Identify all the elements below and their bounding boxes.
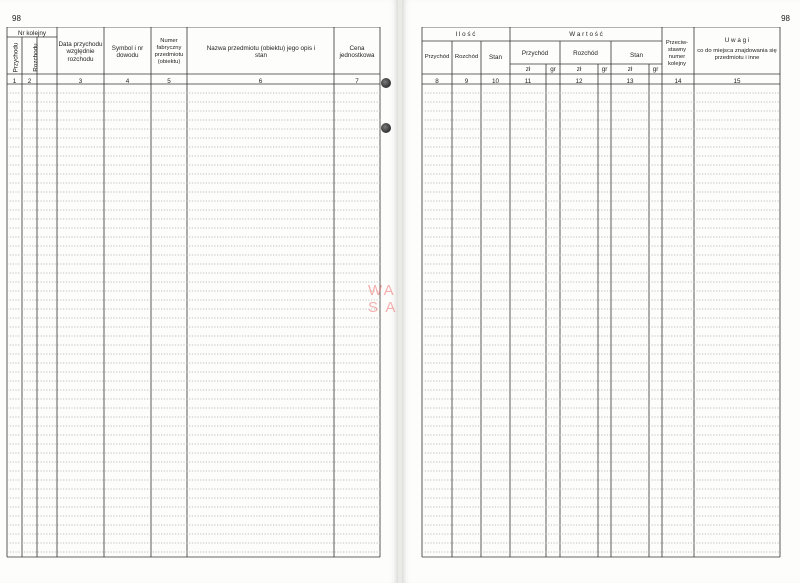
col-num-8: 8 [435, 78, 439, 85]
col-num-5: 5 [167, 78, 171, 85]
col-num-15: 15 [733, 78, 741, 85]
col-num-1: 1 [12, 78, 17, 85]
col-num-2: 2 [27, 78, 32, 85]
zl-przychod: zł [525, 66, 531, 73]
right-page [402, 0, 800, 583]
left-page [0, 0, 398, 583]
right-page-number: 98 [781, 14, 790, 23]
col-num-7: 7 [355, 78, 359, 85]
left-page-number: 98 [12, 14, 21, 23]
col-num-6: 6 [258, 78, 263, 85]
right-ledger-table [402, 27, 800, 583]
right-ledger-grid [402, 27, 800, 583]
gr-przychod: gr [550, 66, 556, 73]
header-przychodu: Przychodu [12, 42, 20, 73]
header-wartosc: W a r t o ś ć [569, 31, 603, 39]
binder-hole-top [381, 78, 391, 88]
header-wart-przychod: Przychód [521, 50, 549, 58]
binder-hole-bottom [381, 123, 391, 133]
left-ledger-table [0, 27, 398, 583]
header-rozchodu: Rozchodu [32, 43, 40, 72]
header-nr-kolejny: Nr kolejny [18, 29, 46, 37]
col-num-10: 10 [491, 78, 499, 85]
header-ilosc-stan: Stan [489, 54, 502, 62]
header-data: Data przychodu względnie rozchodu [58, 40, 103, 63]
gr-stan: gr [652, 66, 659, 73]
col-num-12: 12 [575, 78, 583, 85]
header-ilosc-rozchod: Rozchód [454, 54, 479, 61]
col-num-13: 13 [626, 78, 634, 85]
header-uwagi-title: U w a g i [724, 36, 750, 44]
col-num-14: 14 [674, 78, 682, 85]
header-nazwa: Nazwa przedmiotu (obiektu) jego opis i stan [206, 44, 316, 59]
col-num-11: 11 [524, 78, 532, 85]
header-numer: Numer fabryczny przedmiotu (obiektu) [154, 38, 184, 65]
col-num-3: 3 [78, 78, 83, 85]
col-num-4: 4 [125, 78, 130, 85]
header-cena: Cena jednostkowa [339, 44, 375, 59]
header-ilosc: I l o ś ć [455, 31, 476, 39]
header-uwagi-sub: co do miejsca znajdowania się przedmiotu i inne [697, 47, 777, 61]
zl-stan: zł [627, 66, 633, 73]
left-ledger-grid [0, 27, 398, 583]
gr-rozchod: gr [601, 66, 608, 73]
header-wart-rozchod: Rozchód [573, 50, 598, 58]
watermark: WA S A [368, 282, 398, 316]
col-num-9: 9 [464, 78, 469, 85]
header-ilosc-przychod: Przychód [424, 54, 450, 61]
header-wart-stan: Stan [630, 52, 643, 60]
header-przeciwstawny: Przeciw-stawny numer kolejny [665, 40, 689, 67]
header-symbol: Symbol i nr dowodu [111, 44, 144, 59]
zl-rozchod: zł [576, 66, 582, 73]
